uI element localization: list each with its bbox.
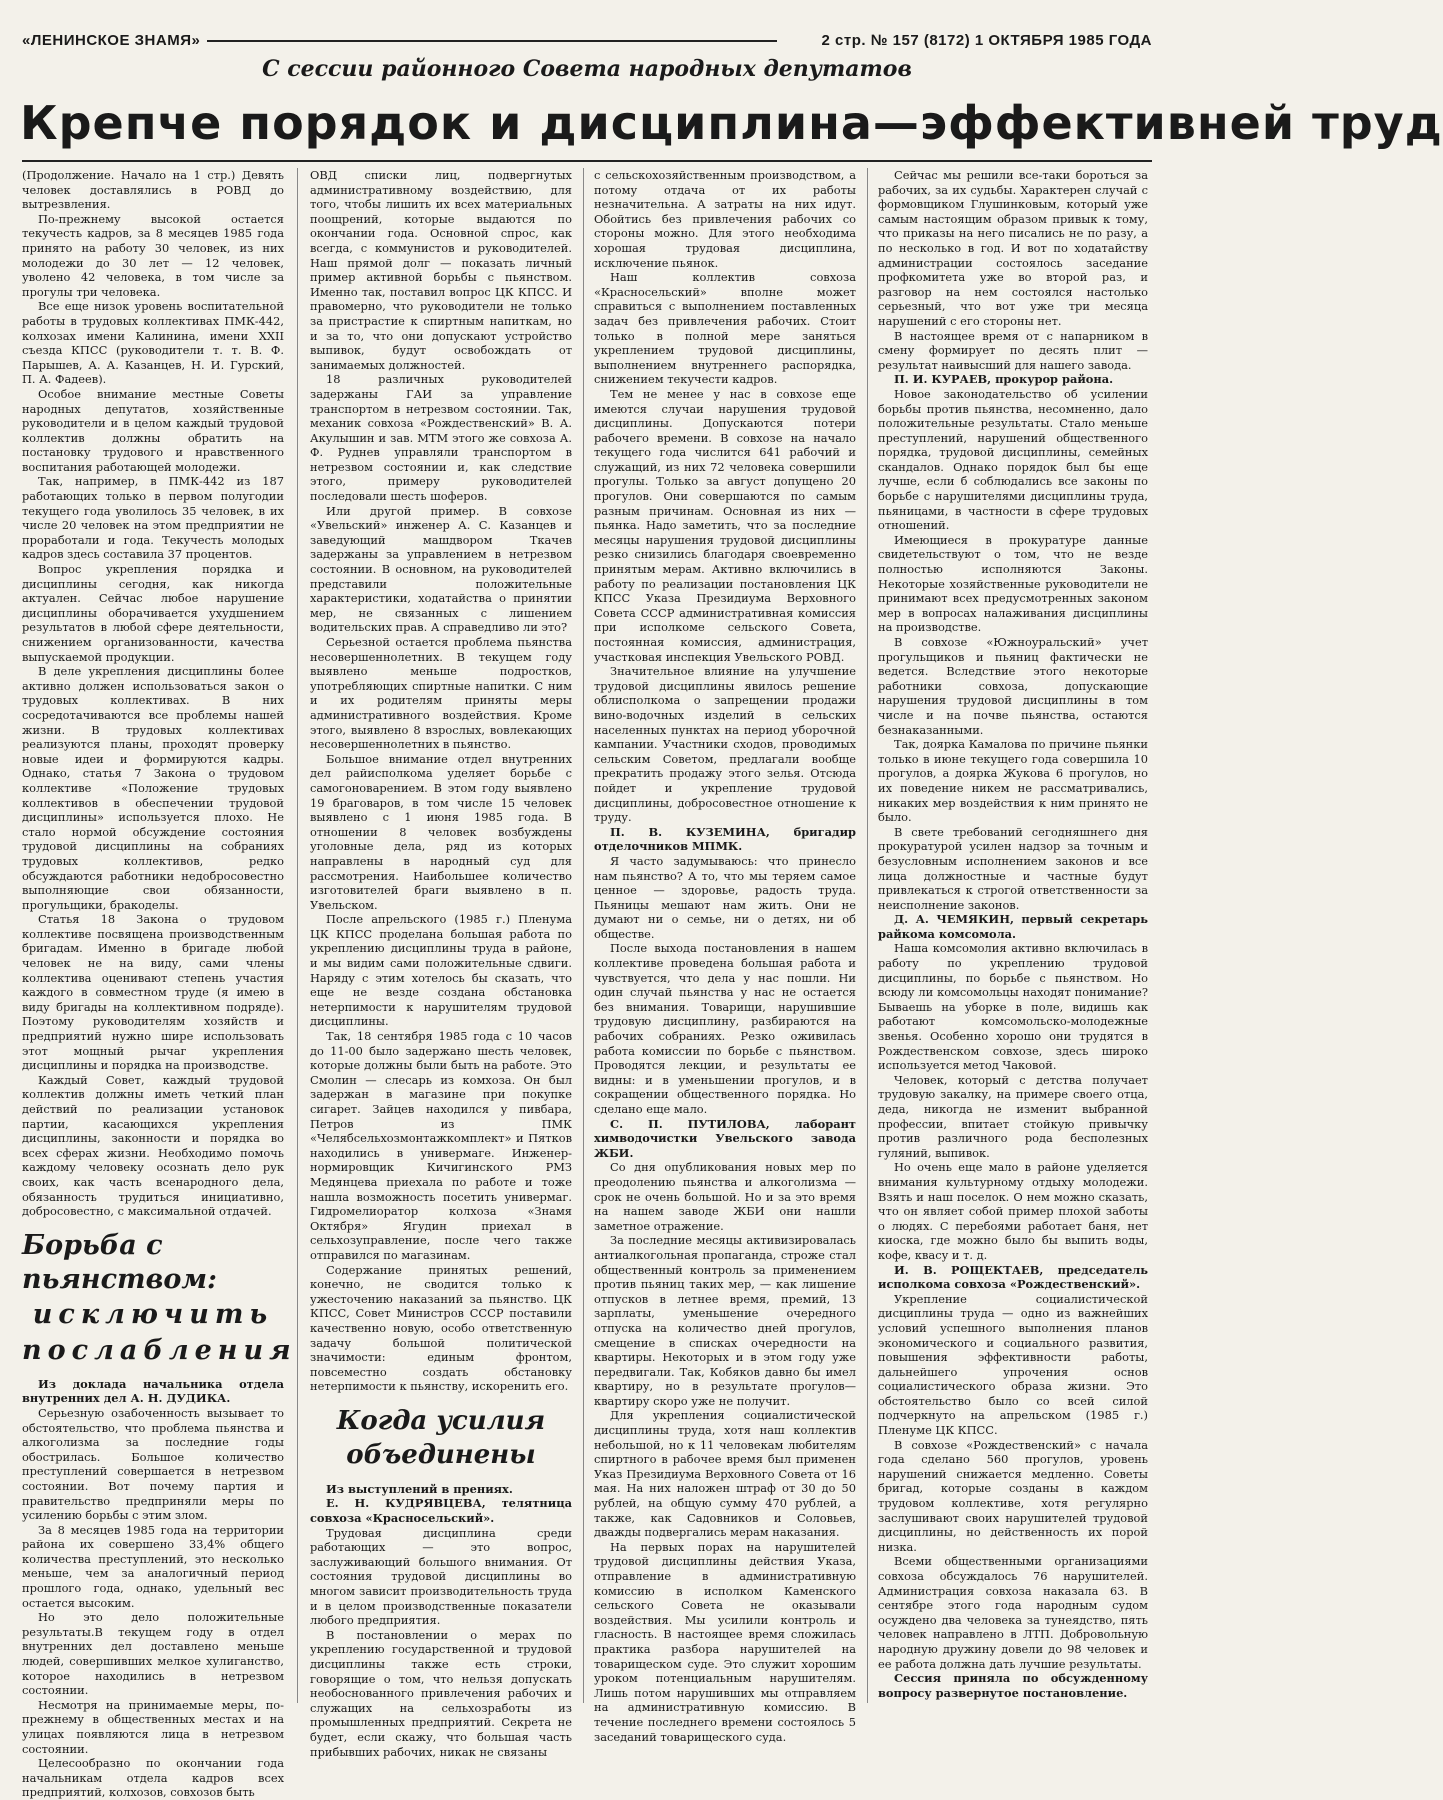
column-4: [878, 168, 1148, 1703]
paragraph: Несмотря на принимаемые меры, по-прежнему в общественных местах и на улицах появляются лица в нетрезвом состоянии.: [22, 1697, 284, 1756]
paragraph: В деле укрепления дисциплины более активно должен использоваться закон о трудовых коллективах. В них сосредотачиваются все проблемы нашей жизни. В трудовых коллективах реализуются планы, проходят проверку новые идеи и формируются кадры. Однако, статья 7 Закона о трудовом коллективе «Положение трудовых коллективов в обеспечении трудовой дисциплины» используется плохо. Не стало нормой обсуждение состояния трудовой дисциплины на собраниях трудовых коллективов, редко обсуждаются работники недобросовестно выполняющие свои обязанности, прогульщики, бракоделы.: [22, 664, 284, 912]
headline-rule: [22, 160, 1152, 162]
speaker-byline: П. В. КУЗЕМИНА, бригадир отделочников МПМК.: [594, 824, 856, 854]
paragraph: За 8 месяцев 1985 года на территории района их совершено 33,4% общего количества преступлений, это несколько меньше, чем за аналогичный период прошлого года, однако, удельный вес остается высоким.: [22, 1522, 284, 1610]
paragraph: Но это дело положительные результаты.В текущем году в отдел внутренних дел доставлено меньше людей, совершивших мелкое хулиганство, которое находились в нетрезвом состоянии.: [22, 1610, 284, 1698]
paragraph: Трудовая дисциплина среди работающих — это вопрос, заслуживающий большого внимания. От состояния трудовой дисциплины во многом зависит производительность труда и в целом производственные показатели любого предприятия.: [310, 1525, 572, 1628]
paragraph: После апрельского (1985 г.) Пленума ЦК КПСС проделана большая работа по укреплению дисциплины труда в районе, и мы видим сами положительные сдвиги. Наряду с этим хотелось бы сказать, что еще не везде создана обстановка нетерпимости к нарушителям трудовой дисциплины.: [310, 912, 572, 1029]
paragraph: Наш коллектив совхоза «Красносельский» вполне может справиться с выполнением поставленных задач без привлечения рабочих. Стоит только в полной мере заняться укреплением трудовой дисциплины, выполнением внутреннего распорядка, снижением текучести кадров.: [594, 270, 856, 387]
paragraph: Статья 18 Закона о трудовом коллективе посвящена производственным бригадам. Именно в бригаде любой человек не на виду, сами члены коллектива оценивают степень участия каждого в совместном труде (я имею в виду бригады на коллективном подряде). Поэтому руководителям хозяйств и предприятий нужно шире использовать этот мощный рычаг укрепления дисциплины и порядка на производстве.: [22, 912, 284, 1073]
section-heading-line: объединены: [346, 1439, 536, 1470]
section-heading-drunkenness: [22, 1229, 297, 1369]
section-heading-line: исключить: [32, 1298, 274, 1330]
paragraph: Человек, который с детства получает трудовую закалку, на примере своего отца, деда, никогда не изменит выбранной профессии, впитает стойкую привычку против различного рода бесполезных гуляний, выпивок.: [878, 1072, 1148, 1160]
paragraph: Со дня опубликования новых мер по преодолению пьянства и алкоголизма — срок не очень большой. Но и за это время на нашем заводе ЖБИ они нашли заметное отражение.: [594, 1160, 856, 1233]
paragraph: Наша комсомолия активно включилась в работу по укреплению трудовой дисциплины, по борьбе с пьянством. Но всюду ли комсомольцы находят понимание? Бываешь на уборке в поле, видишь как работают комсомольско-молодежные звенья. Особенно хорошо они трудятся в Рождественском совхозе, здесь широко используется метод Чаковой.: [878, 941, 1148, 1073]
column-divider: [583, 168, 584, 1703]
paragraph: ОВД списки лиц, подвергнутых административному воздействию, для того, чтобы лишить их всех материальных поощрений, которые выдаются по окончании года. Основной спрос, как всегда, с коммунистов и руководителей. Наш прямой долг — показать личный пример активной борьбы с пьянством. Именно так, поставил вопрос ЦК КПСС. И правомерно, что руководители не только за пристрастие к спиртным напиткам, но и за то, что они допускают устройство выпивок, будут освобождать от занимаемых должностей.: [310, 168, 572, 372]
paragraph: Значительное влияние на улучшение трудовой дисциплины явилось решение облисполкома о запрещении продажи вино-водочных изделий в сельских населенных пунктах на период уборочной кампании. Участники сходов, проводимых сельским Советом, предлагали вообще прекратить продажу этого зелья. Отсюда пойдет и укрепление трудовой дисциплины, добросовестное отношение к труду.: [594, 664, 856, 825]
article-source: Из доклада начальника отдела внутренних дел А. Н. ДУДИКА.: [22, 1376, 284, 1406]
issue-info: 2 стр. № 157 (8172) 1 ОКТЯБРЯ 1985 ГОДА: [821, 32, 1152, 49]
paragraph: Всеми общественными организациями совхоза обсуждалось 76 нарушителей. Администрация совхоза наказала 63. В сентябре этого года народным судом осуждено два человека за тунеядство, пять человек направлено в ЛТП. Добровольную народную дружину довели до 98 человек и ее работа должна дать лучшие результаты.: [878, 1554, 1148, 1671]
paragraph: В совхозе «Южноуральский» учет прогульщиков и пьяниц фактически не ведется. Вследствие этого некоторые работники совхоза, допускающие нарушения трудовой дисциплины в том числе и на почве пьянства, остаются безнаказанными.: [878, 635, 1148, 737]
paragraph: Так, доярка Камалова по причине пьянки только в июне текущего года совершила 10 прогулов, а доярка Жукова 6 прогулов, но их поведение никем не рассматривались, никаких мер воздействия к ним принято не было.: [878, 737, 1148, 825]
paragraph: Особое внимание местные Советы народных депутатов, хозяйственные руководители и в целом каждый трудовой коллектив должны обратить на постановку трудового и нравственного воспитания работающей молодежи.: [22, 386, 284, 474]
paragraph: Имеющиеся в прокуратуре данные свидетельствуют о том, что не везде полностью исполняются Законы. Некоторые хозяйственные руководители не принимают всех предусмотренных законом мер в вопросах налаживания дисциплины на производстве.: [878, 532, 1148, 635]
speaker-byline: Е. Н. КУДРЯВЦЕВА, телятница совхоза «Красносельский».: [310, 1496, 572, 1526]
section-heading-efforts: [310, 1404, 572, 1472]
paragraph: (Продолжение. Начало на 1 стр.) Девять человек доставлялись в РОВД до вытрезвления.: [22, 168, 284, 212]
article-source: Из выступлений в прениях.: [326, 1481, 513, 1496]
paragraph: Новое законодательство об усилении борьбы против пьянства, несомненно, дало положительные результаты. Стало меньше преступлений, нарушений общественного порядка, трудовой дисциплины, семейных скандалов. Однако порядок был бы еще лучше, если б соблюдались все законы по борьбе с нарушителями дисциплины труда, пьяницами, в частности в сфере трудовых отношений.: [878, 386, 1148, 533]
speaker-byline: И. В. РОЩЕКТАЕВ, председатель исполкома совхоза «Рождественский».: [878, 1262, 1148, 1292]
column-1: [22, 168, 297, 1800]
section-heading-line: Борьба с пьянством:: [22, 1229, 217, 1295]
paragraph: Я часто задумываюсь: что принесло нам пьянство? А то, что мы теряем самое ценное — здоровье, радость труда. Пьяницы мешают нам жить. Они не думают ни о семье, ни о детях, ни об обществе.: [594, 853, 856, 941]
section-heading-line: послабления: [22, 1334, 297, 1366]
paragraph: В свете требований сегодняшнего дня прокуратурой усилен надзор за точным и безусловным исполнением законов и все лица должностные и частные будут привлекаться к строгой ответственности за неисполнение законов.: [878, 824, 1148, 912]
paragraph: 18 различных руководителей задержаны ГАИ за управление транспортом в нетрезвом состоянии. Так, механик совхоза «Рождественский» В. А. Акулышин и зав. МТМ этого же совхоза А. Ф. Руднев управляли транспортом в нетрезвом состоянии и, как следствие этого, примеру руководителей последовали шесть шоферов.: [310, 372, 572, 504]
paragraph: После выхода постановления в нашем коллективе проведена большая работа и чувствуется, что дела у нас пошли. Ни один случай пьянства у нас не остается без внимания. Товарищи, нарушившие трудовую дисциплину, разбираются на рабочих собраниях. Резко оживилась работа комиссии по борьбе с пьянством. Проводятся лекции, и результаты ее видны: и в уменьшении прогулов, и в сокращении общественного порядка. Но сделано еще мало.: [594, 941, 856, 1116]
paragraph: Для укрепления социалистической дисциплины труда, хотя наш коллектив небольшой, но к 11 человекам любителям спиртного в рабочее время был применен Указ Президиума Верховного Совета от 16 мая. На них наложен штраф от 30 до 50 рублей, на общую сумму 470 рублей, а также, как Садовников и Соловьев, дважды подвергались мерам наказания.: [594, 1408, 856, 1540]
headline: Крепче порядок и дисциплина—эффективней труд: [20, 96, 1443, 150]
paper-name: «ЛЕНИНСКОЕ ЗНАМЯ»: [22, 32, 201, 49]
column-divider: [297, 168, 298, 1703]
paragraph: Серьезной остается проблема пьянства несовершеннолетних. В текущем году выявлено меньше подростков, употребляющих спиртные напитки. С ним и их родителям приняты меры административного воздействия. Кроме этого, выявлено 8 взрослых, вовлекающих несовершеннолетних в пьянство.: [310, 635, 572, 752]
kicker: С сессии районного Совета народных депутатов: [262, 56, 912, 82]
column-2: [310, 168, 572, 1759]
paragraph: с сельскохозяйственным производством, а потому отдача от их работы незначительна. А затраты на них идут. Обойтись без привлечения рабочих со стороны можно. Для этого необходима хорошая трудовая дисциплина, исключение пьянок.: [594, 168, 856, 270]
paragraph: За последние месяцы активизировалась антиалкогольная пропаганда, строже стал общественный контроль за применением против пьяниц таких мер, — как лишение отпусков в летнее время, премий, 13 зарплаты, уменьшение очередного отпуска на количество дней прогулов, смещение в списках очередности на квартиры. Некоторых и в этом году уже передвигали. Так, Кобяков давно бы имел квартиру, но в результате прогулов— квартиру скоро уже не получит.: [594, 1233, 856, 1408]
paragraph: В постановлении о мерах по укреплению государственной и трудовой дисциплины также есть строки, говорящие о том, что нельзя допускать необоснованного привлечения рабочих и служащих на сельхозработы из промышленных предприятий. Секрета не будет, если скажу, что большая часть прибывших рабочих, никак не связаны: [310, 1627, 572, 1759]
speaker-byline: Д. А. ЧЕМЯКИН, первый секретарь райкома комсомола.: [878, 912, 1148, 941]
speaker-byline: С. П. ПУТИЛОВА, лаборант химводочистки Увельского завода ЖБИ.: [594, 1116, 856, 1160]
column-divider: [867, 168, 868, 1703]
paragraph: На первых порах на нарушителей трудовой дисциплины действия Указа, отправление в административную комиссию в исполком Каменского сельского Совета не оказывали воздействия. Мы усилили контроль и гласность. В настоящее время сложилась практика разбора нарушителей на товарищеском суде. Это служит хорошим уроком потенциальным нарушителям. Лишь потом нарушивших мы отправляем на административную комиссию. В течение последнего времени состоялось 5 заседаний товарищеского суда.: [594, 1539, 856, 1744]
paragraph: Каждый Совет, каждый трудовой коллектив должны иметь четкий план действий по реализации установок партии, касающихся укрепления дисциплины, законности и порядка во всех сферах жизни. Необходимо помочь каждому человеку осознать дело рук своих, как часть всенародного дела, обязанность трудиться инициативно, добросовестно, с максимальной отдачей.: [22, 1072, 284, 1219]
column-3: [594, 168, 856, 1744]
paragraph: Целесообразно по окончании года начальникам отдела кадров всех предприятий, колхозов, совхозов быть: [22, 1756, 284, 1800]
section-heading-line: Когда усилия: [336, 1405, 546, 1436]
paragraph: Тем не менее у нас в совхозе еще имеются случаи нарушения трудовой дисциплины. Допускаются потери рабочего времени. В совхозе на начало текущего года числится 641 рабочий и служащий, из них 72 человека совершили прогулы. Только за август допущено 20 прогулов. Они совершаются по самым разным причинам. Основная из них — пьянка. Надо заметить, что за последние месяцы нарушения трудовой дисциплины резко снизились благодаря своевременно принятым мерам. Активно включились в работу по реализации постановления ЦК КПСС Указа Президиума Верховного Совета СССР административная комиссия при исполкоме сельского Совета, постоянная комиссия, администрация, участковая инспекция Увельского РОВД.: [594, 386, 856, 664]
masthead: [22, 24, 1152, 54]
paragraph: Так, 18 сентября 1985 года с 10 часов до 11-00 было задержано шесть человек, которые должны были быть на работе. Это Смолин — слесарь из комхоза. Он был задержан в магазине при покупке сигарет. Зайцев находился у пивбара, Петров из ПМК «Челябсельхозмонтажкомплект» и Пятков находились в универмаге. Инженер-нормировщик Кичигинского РМЗ Медянцева приехала по работе и тоже нашла возможность посетить универмаг. Гидромелиоратор колхоза «Знамя Октября» Ягудин приехал в сельхозуправление, после чего также отправился по магазинам.: [310, 1029, 572, 1262]
paragraph: Укрепление социалистической дисциплины труда — одно из важнейших условий успешного выполнения планов экономического и социального развития, повышения эффективности работы, дальнейшего упрочения основ социалистического образа жизни. Это обстоятельство было со всей силой подчеркнуто на апрельском (1985 г.) Пленуме ЦК КПСС.: [878, 1291, 1148, 1438]
paragraph: Серьезную озабоченность вызывает то обстоятельство, что проблема пьянства и алкоголизма за последние годы обострилась. Большое количество преступлений совершается в нетрезвом состоянии. Вот почему партия и правительство предприняли меры по усилению борьбы с этим злом.: [22, 1405, 284, 1523]
paragraph: В совхозе «Рождественский» с начала года сделано 560 прогулов, уровень нарушений снижается медленно. Советы бригад, которые созданы в каждом трудовом коллективе, хотя регулярно заслушивают своих нарушителей трудовой дисциплины, но действенность их порой низка.: [878, 1437, 1148, 1554]
paragraph: В настоящее время от с напарником в смену формирует по десять плит — результат наивысший для нашего завода.: [878, 328, 1148, 372]
paragraph: Вопрос укрепления порядка и дисциплины сегодня, как никогда актуален. Сейчас любое нарушение дисциплины оборачивается ухудшением результатов в любой сфере деятельности, снижением организованности, качества выпускаемой продукции.: [22, 562, 284, 664]
paragraph: По-прежнему высокой остается текучесть кадров, за 8 месяцев 1985 года принято на работу 30 человек, из них молодежи до 30 лет — 12 человек, уволено 42 человека, в том числе за прогулы три человека.: [22, 211, 284, 299]
paragraph: Большое внимание отдел внутренних дел райисполкома уделяет борьбе с самогоноварением. В этом году выявлено 19 браговаров, в том числе 15 человек выявлено с 1 июня 1985 года. В отношении 8 человек возбуждены уголовные дела, ряд из которых направлены в народный суд для рассмотрения. Наибольшее количество изготовителей браги выявлено в п. Увельском.: [310, 751, 572, 912]
closing-statement: Сессия приняла по обсужденному вопросу развернутое постановление.: [878, 1671, 1148, 1700]
paragraph: Сейчас мы решили все-таки бороться за рабочих, за их судьбы. Характерен случай с формовщиком Глушинковым, который уже самым настоящим образом привык к тому, что приказы на него писались не по разу, а по несколько в год. И вот по ходатайству администрации состоялось заседание профкомитета уже во второй раз, и разговор на нем состоялся настолько серьезный, что вот уже три месяца нарушений с его стороны нет.: [878, 168, 1148, 328]
paragraph: Содержание принятых решений, конечно, не сводится только к ужесточению наказаний за пьянство. ЦК КПСС, Совет Министров СССР поставили качественно новую, особо ответственную задачу большой политической значимости: единым фронтом, повсеместно создать обстановку нетерпимости к пьянству, искоренить его.: [310, 1262, 572, 1394]
paragraph: Или другой пример. В совхозе «Увельский» инженер А. С. Казанцев и заведующий машдвором Ткачев задержаны за управлением в нетрезвом состоянии. В основном, на руководителей представили положительные характеристики, ходатайства о принятии мер, не связанных с лишением водительских прав. А справедливо ли это?: [310, 503, 572, 635]
paragraph: Все еще низок уровень воспитательной работы в трудовых коллективах ПМК-442, колхозах имени Калинина, имени XXII съезда КПСС (руководители т. т. В. Ф. Парышев, А. А. Казанцев, Н. И. Гурский, П. А. Фадеев).: [22, 299, 284, 387]
paragraph: Так, например, в ПМК-442 из 187 работающих только в первом полугодии текущего года уволилось 35 человек, в их числе 20 человек на этом предприятии не проработали и года. Текучесть молодых кадров здесь составила 37 процентов.: [22, 474, 284, 562]
paragraph: Но очень еще мало в районе уделяется внимания культурному отдыху молодежи. Взять и наш поселок. О нем можно сказать, что он являет собой пример плохой заботы о людях. С перебоями работает баня, нет киоска, где можно было бы выпить воды, кофе, квасу и т. д.: [878, 1160, 1148, 1262]
masthead-rule: [207, 40, 777, 42]
speaker-byline: П. И. КУРАЕВ, прокурор района.: [894, 372, 1114, 387]
